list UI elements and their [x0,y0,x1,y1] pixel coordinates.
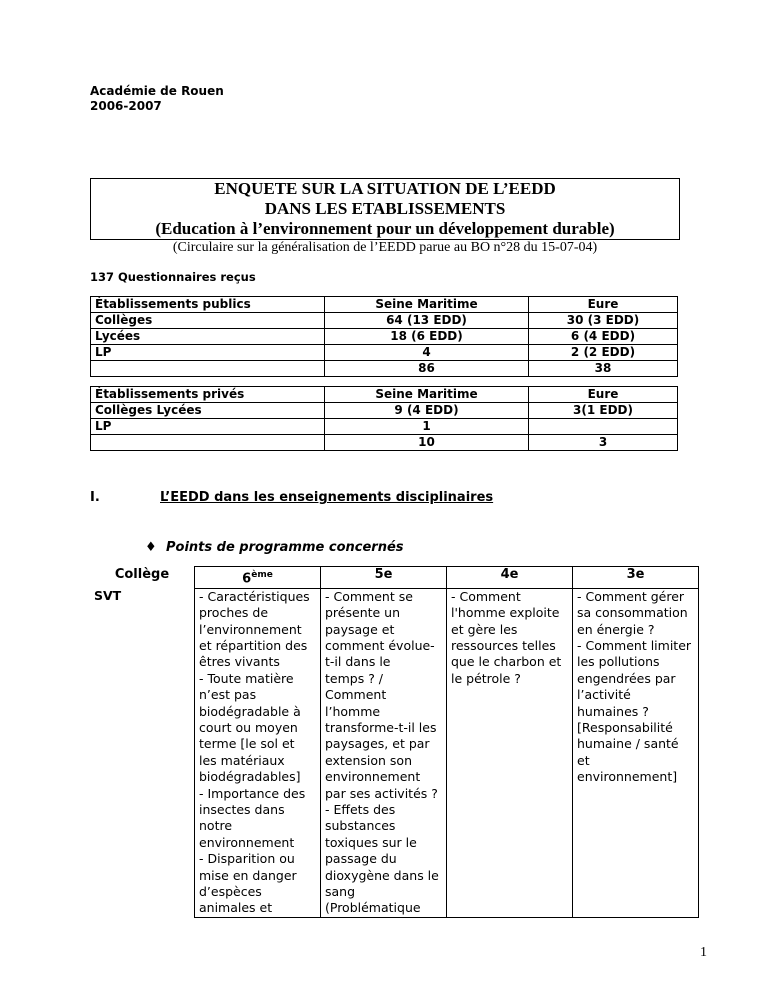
subject-label: SVT [94,588,122,604]
row-label: Établissements privés [91,387,325,403]
row-label: Établissements publics [91,297,325,313]
grade-4-heading: 4e [447,567,573,589]
grade-6-heading [195,567,321,589]
document-header [90,84,224,114]
seine-maritime-total: 86 [325,361,529,377]
title-line-2: DANS LES ETABLISSEMENTS [264,199,506,218]
grade-6-label: 6 [242,571,252,587]
table-row [90,567,699,589]
eure-cell [529,419,678,435]
seine-maritime-cell: Seine Maritime [325,387,529,403]
seine-maritime-cell: 18 (6 EDD) [325,329,529,345]
academy-name: Académie de Rouen [90,84,224,98]
seine-maritime-total: 10 [325,435,529,451]
level-heading: Collège [114,566,170,582]
seine-maritime-cell: 1 [325,419,529,435]
table-row [91,435,678,451]
row-label [91,361,325,377]
grade-5-content: - Comment se présente un paysage et comment évolue- t-il dans le temps ? / Comment l’homme transforme-t-il les paysages, et par extension son environnement par ses activités ? - Effets des substances toxiques sur le passage du dioxygène dans le sang (Problématique [321,588,447,917]
eure-cell: 30 (3 EDD) [529,313,678,329]
title-line-1: ENQUETE SUR LA SITUATION DE L’EEDD [214,179,556,198]
row-label: Lycées [91,329,325,345]
diamond-bullet-icon: ♦ [145,540,157,555]
row-label: Collèges Lycées [91,403,325,419]
school-years: 2006-2007 [90,99,162,113]
row-label [91,435,325,451]
table-row [91,361,678,377]
table-row [91,419,678,435]
private-schools-table [90,386,678,451]
public-schools-table [90,296,678,377]
subsection-title: Points de programme concernés [166,540,404,555]
table-row [91,345,678,361]
table-row [91,297,678,313]
grade-5-heading: 5e [321,567,447,589]
eure-cell: Eure [529,387,678,403]
grade-3-content: - Comment gérer sa consommation en énergie ? - Comment limiter les pollutions engendrées par l’activité humaines ? [Responsabilité humaine / santé et environnement] [573,588,699,917]
eure-cell: 3(1 EDD) [529,403,678,419]
circular-reference: (Circulaire sur la généralisation de l’EEDD parue au BO n°28 du 15-07-04) [172,240,598,255]
page-number: 1 [700,945,707,960]
table-row [91,329,678,345]
grade-4-content: - Comment l'homme exploite et gère les ressources telles que le charbon et le pétrole ? [447,588,573,917]
table-row [91,387,678,403]
table-row [90,588,699,917]
eure-cell: Eure [529,297,678,313]
grade-3-heading: 3e [573,567,699,589]
questionnaire-count: 137 Questionnaires reçus [90,270,256,284]
row-label: Collèges [91,313,325,329]
eure-cell: 6 (4 EDD) [529,329,678,345]
title-box [90,178,680,240]
title-line-3: (Education à l’environnement pour un développement durable) [155,219,615,238]
row-label: LP [91,345,325,361]
eure-total: 38 [529,361,678,377]
section-title: L’EEDD dans les enseignements disciplinaires [160,490,494,505]
table-row [91,313,678,329]
seine-maritime-cell: 64 (13 EDD) [325,313,529,329]
grade-6-content: - Caractéristiques proches de l’environnement et répartition des êtres vivants - Toute matière n’est pas biodégradable à court ou moyen terme [le sol et les matériaux biodégradables] - Importance des insectes dans notre environnement - Disparition ou mise en danger d’espèces animales et [195,588,321,917]
program-table [90,566,699,918]
grade-6-superscript: ème [251,570,273,580]
eure-total: 3 [529,435,678,451]
seine-maritime-cell: 9 (4 EDD) [325,403,529,419]
section-number: I. [90,490,100,505]
seine-maritime-cell: Seine Maritime [325,297,529,313]
seine-maritime-cell: 4 [325,345,529,361]
eure-cell: 2 (2 EDD) [529,345,678,361]
row-label: LP [91,419,325,435]
table-row [91,403,678,419]
